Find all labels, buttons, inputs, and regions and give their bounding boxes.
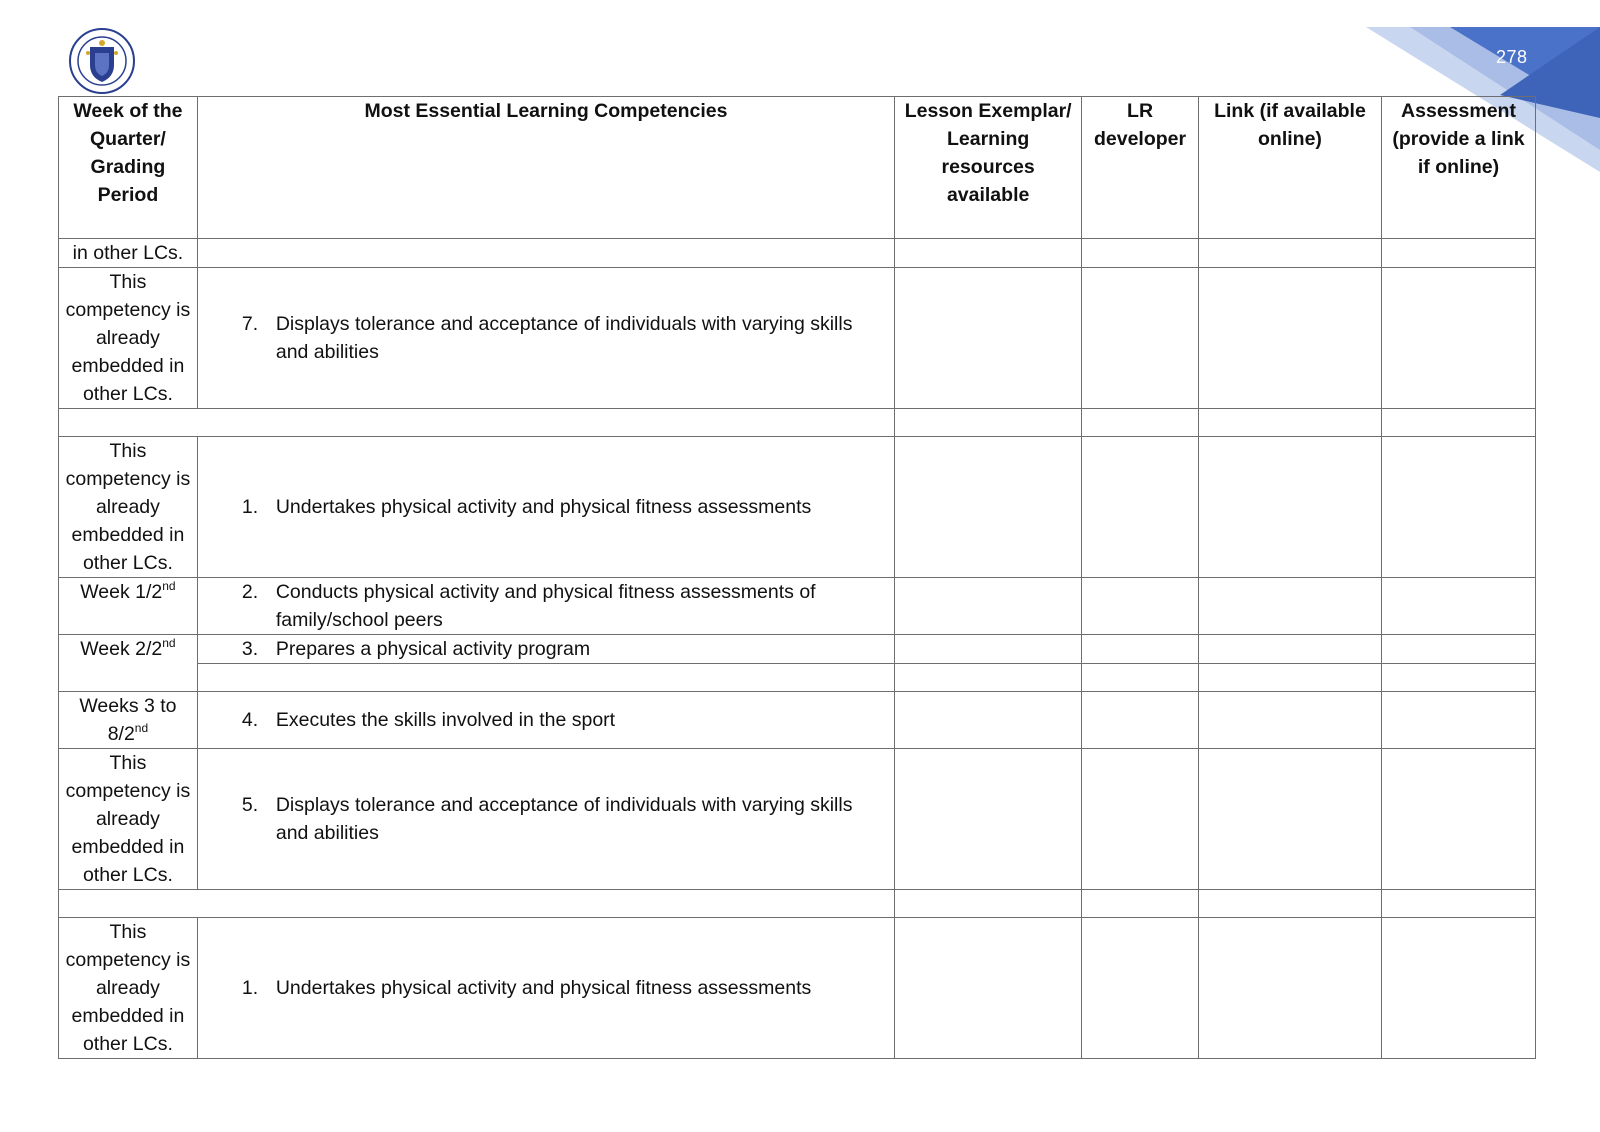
deped-seal-logo — [68, 27, 136, 95]
competency-number: 2. — [241, 581, 259, 603]
header-melc: Most Essential Learning Competencies — [197, 97, 894, 239]
competency-number: 7. — [241, 313, 259, 335]
competency-cell — [197, 692, 894, 749]
competency-cell — [197, 918, 894, 1059]
table-row — [59, 890, 1536, 918]
header-lesson-exemplar: Lesson Exemplar/ Learning resources available — [895, 97, 1082, 239]
table-row — [59, 409, 1536, 437]
competency-text: Undertakes physical activity and physical fitness assessments — [275, 977, 812, 999]
competency-number: 3. — [241, 638, 259, 660]
header-lr-developer: LR developer — [1082, 97, 1199, 239]
week-cell: Weeks 3 to 8/2nd — [59, 692, 198, 749]
competency-cell — [197, 664, 894, 692]
competency-text: Displays tolerance and acceptance of individuals with varying skills and abilities — [275, 313, 853, 363]
table-row — [59, 664, 1536, 692]
week-cell: in other LCs. — [59, 239, 198, 268]
week-cell: This competency is already embedded in other LCs. — [59, 918, 198, 1059]
table-row — [59, 918, 1536, 1059]
competency-text: Prepares a physical activity program — [275, 638, 591, 660]
table-row — [59, 578, 1536, 635]
competency-cell — [197, 635, 894, 664]
table-row — [59, 437, 1536, 578]
competency-text: Undertakes physical activity and physical fitness assessments — [275, 496, 812, 518]
spacer-cell — [59, 409, 895, 437]
page-number: 278 — [1496, 47, 1528, 67]
table-row — [59, 749, 1536, 890]
table-row — [59, 692, 1536, 749]
competency-number: 1. — [241, 496, 259, 518]
week-cell: This competency is already embedded in other LCs. — [59, 749, 198, 890]
competency-cell — [197, 749, 894, 890]
header-week: Week of the Quarter/ Grading Period — [59, 97, 198, 239]
competency-cell — [197, 239, 894, 268]
competency-text: Displays tolerance and acceptance of individuals with varying skills and abilities — [275, 794, 853, 844]
table-header-row — [59, 97, 1536, 239]
competency-cell — [197, 268, 894, 409]
table-row — [59, 239, 1536, 268]
week-cell: Week 1/2nd — [59, 578, 198, 635]
week-cell: This competency is already embedded in other LCs. — [59, 437, 198, 578]
melc-table — [58, 96, 1536, 1059]
header-assessment: Assessment (provide a link if online) — [1382, 97, 1536, 239]
competency-number: 1. — [241, 977, 259, 999]
competency-number: 5. — [241, 794, 259, 816]
week-cell: Week 2/2nd — [59, 635, 198, 692]
competency-cell — [197, 437, 894, 578]
week-cell: This competency is already embedded in other LCs. — [59, 268, 198, 409]
competency-cell — [197, 578, 894, 635]
header-link: Link (if available online) — [1198, 97, 1381, 239]
table-row — [59, 635, 1536, 664]
table-row — [59, 268, 1536, 409]
competency-text: Executes the skills involved in the sport — [275, 709, 616, 731]
competency-number: 4. — [241, 709, 259, 731]
spacer-cell — [59, 890, 895, 918]
competency-text: Conducts physical activity and physical fitness assessments of family/school peers — [275, 581, 816, 631]
